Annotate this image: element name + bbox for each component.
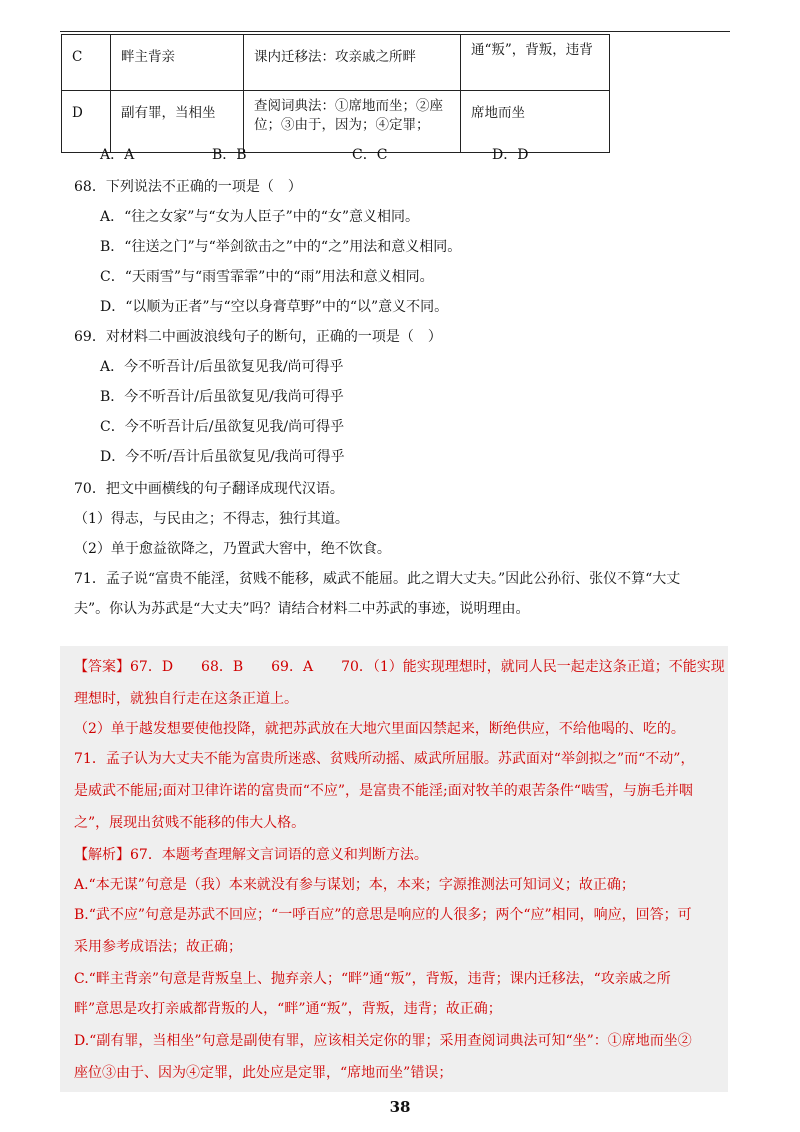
q71-line-1: 71．孟子说“富贵不能淫，贫贱不能移，威武不能屈。此之谓大丈夫。”因此公孙衍、张仪不算“大丈	[74, 571, 681, 587]
q69-stem: 69．对材料二中画波浪线句子的断句，正确的一项是（ ）	[74, 329, 442, 345]
q69-option-b: B．今不听吾计/后虽欲复见/我尚可得乎	[100, 389, 344, 405]
options-table	[61, 34, 610, 153]
row-method: 课内迁移法：攻亲戚之所畔	[244, 35, 461, 91]
option-b: B．B	[212, 147, 247, 163]
row-letter: C	[62, 35, 111, 91]
q70-stem: 70．把文中画横线的句子翻译成现代汉语。	[74, 481, 344, 497]
analysis-line: 座位③由于、因为④定罪，此处应是定罪，“席地而坐”错误；	[74, 1065, 453, 1081]
answer-line: 71．孟子认为大丈夫不能为富贵所迷惑、贫贱所动摇、威武所屈服。苏武面对“举剑拟之”而“不动”，	[74, 751, 695, 767]
q70-sentence-1: （1）得志，与民由之；不得志，独行其道。	[74, 511, 349, 527]
analysis-heading: 【解析】67．本题考查理解文言词语的意义和判断方法。	[74, 847, 428, 863]
answer-section	[60, 646, 728, 1092]
top-rule	[60, 31, 730, 32]
row-meaning: 通“叛”，背叛，违背	[461, 35, 610, 91]
table-row	[62, 35, 610, 91]
q69-option-a: A．今不听吾计/后虽欲复见我/尚可得乎	[100, 359, 344, 375]
analysis-line: C.“畔主背亲”句意是背叛皇上、抛弃亲人；“畔”通“叛”，背叛，违背；课内迁移法，“攻亲戚之所	[74, 971, 671, 987]
page-number: 38	[389, 1098, 411, 1116]
row-method: 查阅词典法：①席地而坐；②座位；③由于，因为；④定罪；	[244, 91, 461, 153]
analysis-line: 畔”意思是攻打亲戚都背叛的人，“畔”通“叛”，背叛，违背；故正确；	[74, 1001, 502, 1017]
analysis-line: A.“本无谋”句意是（我）本来就没有参与谋划；本，本来；字源推测法可知词义；故正确；	[74, 877, 635, 893]
option-d: D．D	[492, 147, 529, 163]
q71-line-2: 夫”。你认为苏武是“大丈夫”吗？请结合材料二中苏武的事迹，说明理由。	[74, 601, 530, 617]
answer-line: 是威武不能屈;面对卫律许诺的富贵而“不应”，是富贵不能淫;面对牧羊的艰苦条件“啮雪，与旃毛并咽	[74, 783, 693, 799]
q68-option-d: D．“以顺为正者”与“空以身膏草野”中的“以”意义不同。	[100, 299, 449, 315]
row-phrase: 副有罪，当相坐	[111, 91, 244, 153]
analysis-line: D.“副有罪，当相坐”句意是副使有罪，应该相关定你的罪；采用查阅词典法可知“坐”：①席地而坐②	[74, 1033, 692, 1049]
q68-stem: 68．下列说法不正确的一项是（ ）	[74, 179, 302, 195]
answer-line: 【答案】67．D 68．B 69．A 70．（1）能实现理想时，就同人民一起走这条正道；不能实现	[74, 659, 725, 675]
q68-option-a: A．“往之女家”与“女为人臣子”中的“女”意义相同。	[100, 209, 420, 225]
q69-option-c: C．今不听吾计后/虽欲复见我/尚可得乎	[100, 419, 345, 435]
q70-sentence-2: （2）单于愈益欲降之，乃置武大窖中，绝不饮食。	[74, 541, 391, 557]
analysis-line: 采用参考成语法；故正确；	[74, 939, 242, 955]
row-letter: D	[62, 91, 111, 153]
answer-line: 理想时，就独自行走在这条正道上。	[74, 691, 298, 707]
q68-option-c: C．“天雨雪”与“雨雪霏霏”中的“雨”用法和意义相同。	[100, 269, 434, 285]
option-a: A．A	[100, 147, 135, 163]
row-phrase: 畔主背亲	[111, 35, 244, 91]
analysis-line: B.“武不应”句意是苏武不回应；“一呼百应”的意思是响应的人很多；两个“应”相同，响应，回答；可	[74, 907, 692, 923]
option-c: C．C	[352, 147, 388, 163]
answer-line: 之”，展现出贫贱不能移的伟大人格。	[74, 815, 306, 831]
row-meaning: 席地而坐	[461, 91, 610, 153]
q68-option-b: B．“往送之门”与“举剑欲击之”中的“之”用法和意义相同。	[100, 239, 462, 255]
q69-option-d: D．今不听/吾计后虽欲复见/我尚可得乎	[100, 449, 345, 465]
answer-line: （2）单于越发想要使他投降，就把苏武放在大地穴里面囚禁起来，断绝供应，不给他喝的、吃的。	[74, 721, 685, 737]
